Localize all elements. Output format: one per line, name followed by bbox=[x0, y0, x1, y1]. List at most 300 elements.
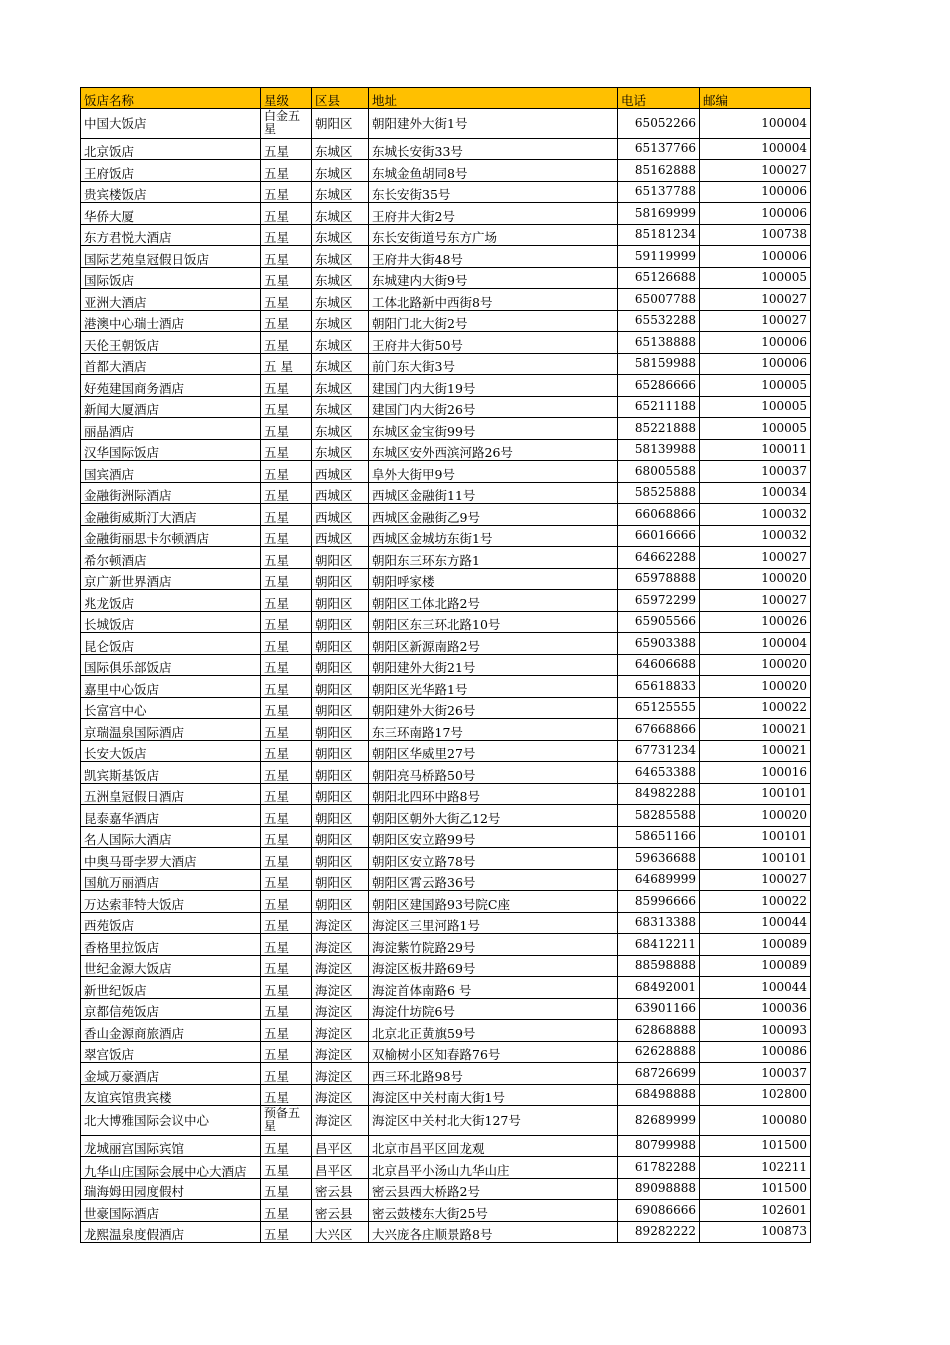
header-cell-address: 地址 bbox=[369, 88, 618, 109]
cell-phone: 82689999 bbox=[618, 1106, 700, 1136]
cell-postcode: 100006 bbox=[700, 332, 811, 354]
cell-name: 北京饭店 bbox=[81, 138, 261, 160]
cell-name: 香格里拉饭店 bbox=[81, 934, 261, 956]
cell-district: 西城区 bbox=[312, 504, 369, 526]
cell-phone: 62628888 bbox=[618, 1041, 700, 1063]
header-row bbox=[81, 88, 811, 109]
cell-star: 五星 bbox=[261, 977, 312, 999]
cell-postcode: 100005 bbox=[700, 267, 811, 289]
cell-phone: 65126688 bbox=[618, 267, 700, 289]
cell-star: 五星 bbox=[261, 203, 312, 225]
cell-address: 东城区金宝街99号 bbox=[369, 418, 618, 440]
cell-address: 朝阳门北大街2号 bbox=[369, 310, 618, 332]
cell-postcode: 100086 bbox=[700, 1041, 811, 1063]
cell-district: 西城区 bbox=[312, 525, 369, 547]
cell-postcode: 100101 bbox=[700, 848, 811, 870]
cell-phone: 85221888 bbox=[618, 418, 700, 440]
cell-phone: 64662288 bbox=[618, 547, 700, 569]
header-cell-postcode: 邮编 bbox=[700, 88, 811, 109]
cell-postcode: 100032 bbox=[700, 504, 811, 526]
cell-district: 朝阳区 bbox=[312, 590, 369, 612]
table-row bbox=[81, 1178, 811, 1200]
cell-district: 朝阳区 bbox=[312, 109, 369, 139]
cell-star: 预备五星 bbox=[261, 1106, 312, 1136]
cell-address: 王府井大街48号 bbox=[369, 246, 618, 268]
cell-district: 朝阳区 bbox=[312, 611, 369, 633]
cell-postcode: 100044 bbox=[700, 912, 811, 934]
cell-name: 金域万豪酒店 bbox=[81, 1063, 261, 1085]
cell-name: 龙熙温泉度假酒店 bbox=[81, 1221, 261, 1243]
cell-name: 友谊宾馆贵宾楼 bbox=[81, 1084, 261, 1106]
cell-star: 五星 bbox=[261, 762, 312, 784]
table-row bbox=[81, 805, 811, 827]
cell-address: 北京市昌平区回龙观 bbox=[369, 1135, 618, 1157]
cell-phone: 65052266 bbox=[618, 109, 700, 139]
cell-address: 朝阳区霄云路36号 bbox=[369, 869, 618, 891]
cell-district: 东城区 bbox=[312, 439, 369, 461]
cell-district: 东城区 bbox=[312, 267, 369, 289]
cell-postcode: 100089 bbox=[700, 955, 811, 977]
cell-district: 朝阳区 bbox=[312, 654, 369, 676]
cell-postcode: 100738 bbox=[700, 224, 811, 246]
table-row bbox=[81, 482, 811, 504]
table-row bbox=[81, 138, 811, 160]
header-cell-district: 区县 bbox=[312, 88, 369, 109]
cell-address: 东三环南路17号 bbox=[369, 719, 618, 741]
cell-postcode: 100022 bbox=[700, 891, 811, 913]
table-row bbox=[81, 826, 811, 848]
table-row bbox=[81, 934, 811, 956]
cell-name: 新闻大厦酒店 bbox=[81, 396, 261, 418]
cell-address: 海淀区中关村北大街127号 bbox=[369, 1106, 618, 1136]
cell-phone: 64689999 bbox=[618, 869, 700, 891]
cell-phone: 63901166 bbox=[618, 998, 700, 1020]
cell-name: 丽晶酒店 bbox=[81, 418, 261, 440]
cell-postcode: 100036 bbox=[700, 998, 811, 1020]
cell-star: 五星 bbox=[261, 1157, 312, 1179]
cell-name: 万达索菲特大饭店 bbox=[81, 891, 261, 913]
cell-name: 九华山庄国际会展中心大酒店 bbox=[81, 1157, 261, 1179]
cell-address: 海淀区板井路69号 bbox=[369, 955, 618, 977]
cell-district: 朝阳区 bbox=[312, 805, 369, 827]
cell-name: 龙城丽宫国际宾馆 bbox=[81, 1135, 261, 1157]
table-row bbox=[81, 1135, 811, 1157]
cell-address: 朝阳亮马桥路50号 bbox=[369, 762, 618, 784]
cell-name: 京瑞温泉国际酒店 bbox=[81, 719, 261, 741]
cell-name: 五洲皇冠假日酒店 bbox=[81, 783, 261, 805]
cell-name: 希尔顿酒店 bbox=[81, 547, 261, 569]
cell-district: 朝阳区 bbox=[312, 869, 369, 891]
cell-district: 海淀区 bbox=[312, 977, 369, 999]
cell-star: 五星 bbox=[261, 224, 312, 246]
cell-name: 凯宾斯基饭店 bbox=[81, 762, 261, 784]
cell-district: 朝阳区 bbox=[312, 740, 369, 762]
cell-phone: 85162888 bbox=[618, 160, 700, 182]
cell-star: 五星 bbox=[261, 848, 312, 870]
cell-district: 昌平区 bbox=[312, 1135, 369, 1157]
cell-phone: 85181234 bbox=[618, 224, 700, 246]
cell-star: 五星 bbox=[261, 310, 312, 332]
cell-postcode: 100026 bbox=[700, 611, 811, 633]
cell-phone: 65972299 bbox=[618, 590, 700, 612]
cell-address: 朝阳区东三环北路10号 bbox=[369, 611, 618, 633]
cell-name: 名人国际大酒店 bbox=[81, 826, 261, 848]
cell-district: 东城区 bbox=[312, 310, 369, 332]
cell-address: 朝阳区安立路78号 bbox=[369, 848, 618, 870]
cell-name: 长城饭店 bbox=[81, 611, 261, 633]
cell-address: 朝阳区光华路1号 bbox=[369, 676, 618, 698]
cell-address: 建国门内大街19号 bbox=[369, 375, 618, 397]
cell-postcode: 100020 bbox=[700, 676, 811, 698]
cell-phone: 85996666 bbox=[618, 891, 700, 913]
cell-address: 朝阳区安立路99号 bbox=[369, 826, 618, 848]
cell-postcode: 100004 bbox=[700, 138, 811, 160]
cell-district: 朝阳区 bbox=[312, 826, 369, 848]
cell-name: 北大博雅国际会议中心 bbox=[81, 1106, 261, 1136]
cell-postcode: 100044 bbox=[700, 977, 811, 999]
cell-star: 五星 bbox=[261, 1020, 312, 1042]
cell-postcode: 100006 bbox=[700, 203, 811, 225]
cell-star: 五星 bbox=[261, 955, 312, 977]
cell-address: 朝阳东三环东方路1 bbox=[369, 547, 618, 569]
cell-district: 东城区 bbox=[312, 203, 369, 225]
cell-address: 大兴庞各庄顺景路8号 bbox=[369, 1221, 618, 1243]
cell-district: 海淀区 bbox=[312, 912, 369, 934]
cell-name: 长富宫中心 bbox=[81, 697, 261, 719]
table-row bbox=[81, 418, 811, 440]
cell-name: 世豪国际酒店 bbox=[81, 1200, 261, 1222]
cell-phone: 58651166 bbox=[618, 826, 700, 848]
table-row bbox=[81, 1221, 811, 1243]
cell-address: 北京昌平小汤山九华山庄 bbox=[369, 1157, 618, 1179]
cell-address: 东长安街35号 bbox=[369, 181, 618, 203]
table-row bbox=[81, 1084, 811, 1106]
cell-address: 朝阳建外大街21号 bbox=[369, 654, 618, 676]
cell-address: 密云鼓楼东大街25号 bbox=[369, 1200, 618, 1222]
cell-postcode: 100006 bbox=[700, 353, 811, 375]
table-row bbox=[81, 955, 811, 977]
table-row bbox=[81, 439, 811, 461]
cell-postcode: 100004 bbox=[700, 109, 811, 139]
table-row bbox=[81, 762, 811, 784]
cell-address: 王府井大街2号 bbox=[369, 203, 618, 225]
cell-name: 港澳中心瑞士酒店 bbox=[81, 310, 261, 332]
cell-phone: 58169999 bbox=[618, 203, 700, 225]
cell-phone: 65007788 bbox=[618, 289, 700, 311]
cell-name: 国际饭店 bbox=[81, 267, 261, 289]
cell-name: 中国大饭店 bbox=[81, 109, 261, 139]
cell-star: 五星 bbox=[261, 1084, 312, 1106]
cell-address: 工体北路新中西街8号 bbox=[369, 289, 618, 311]
table-row bbox=[81, 547, 811, 569]
cell-district: 东城区 bbox=[312, 224, 369, 246]
cell-star: 五 星 bbox=[261, 353, 312, 375]
table-row bbox=[81, 590, 811, 612]
cell-phone: 88598888 bbox=[618, 955, 700, 977]
cell-phone: 67731234 bbox=[618, 740, 700, 762]
cell-postcode: 100101 bbox=[700, 783, 811, 805]
cell-phone: 58525888 bbox=[618, 482, 700, 504]
table-row bbox=[81, 611, 811, 633]
table-row bbox=[81, 224, 811, 246]
cell-name: 首都大酒店 bbox=[81, 353, 261, 375]
table-row bbox=[81, 267, 811, 289]
cell-phone: 66068866 bbox=[618, 504, 700, 526]
table-row bbox=[81, 869, 811, 891]
cell-name: 中奥马哥孛罗大酒店 bbox=[81, 848, 261, 870]
table-row bbox=[81, 160, 811, 182]
cell-name: 新世纪饭店 bbox=[81, 977, 261, 999]
cell-postcode: 100037 bbox=[700, 461, 811, 483]
cell-star: 五星 bbox=[261, 869, 312, 891]
cell-star: 五星 bbox=[261, 740, 312, 762]
cell-district: 大兴区 bbox=[312, 1221, 369, 1243]
table-row bbox=[81, 891, 811, 913]
cell-address: 海淀区三里河路1号 bbox=[369, 912, 618, 934]
cell-postcode: 100022 bbox=[700, 697, 811, 719]
cell-name: 京都信苑饭店 bbox=[81, 998, 261, 1020]
cell-phone: 58285588 bbox=[618, 805, 700, 827]
cell-district: 东城区 bbox=[312, 289, 369, 311]
cell-star: 五星 bbox=[261, 181, 312, 203]
cell-star: 五星 bbox=[261, 783, 312, 805]
cell-star: 五星 bbox=[261, 461, 312, 483]
cell-postcode: 100080 bbox=[700, 1106, 811, 1136]
table-row bbox=[81, 1063, 811, 1085]
table-row bbox=[81, 1020, 811, 1042]
cell-address: 朝阳建外大街1号 bbox=[369, 109, 618, 139]
cell-name: 世纪金源大饭店 bbox=[81, 955, 261, 977]
cell-postcode: 100020 bbox=[700, 568, 811, 590]
cell-postcode: 100016 bbox=[700, 762, 811, 784]
cell-address: 海淀区中关村南大街1号 bbox=[369, 1084, 618, 1106]
cell-phone: 69086666 bbox=[618, 1200, 700, 1222]
cell-address: 东长安街道号东方广场 bbox=[369, 224, 618, 246]
cell-phone: 68412211 bbox=[618, 934, 700, 956]
cell-name: 东方君悦大酒店 bbox=[81, 224, 261, 246]
cell-postcode: 100093 bbox=[700, 1020, 811, 1042]
cell-postcode: 100004 bbox=[700, 633, 811, 655]
cell-phone: 65905566 bbox=[618, 611, 700, 633]
cell-district: 朝阳区 bbox=[312, 848, 369, 870]
cell-address: 阜外大街甲9号 bbox=[369, 461, 618, 483]
table-row bbox=[81, 633, 811, 655]
header-cell-name: 饭店名称 bbox=[81, 88, 261, 109]
cell-name: 京广新世界酒店 bbox=[81, 568, 261, 590]
cell-address: 王府井大街50号 bbox=[369, 332, 618, 354]
cell-phone: 68726699 bbox=[618, 1063, 700, 1085]
cell-star: 五星 bbox=[261, 246, 312, 268]
cell-district: 海淀区 bbox=[312, 934, 369, 956]
cell-district: 密云县 bbox=[312, 1178, 369, 1200]
cell-postcode: 100027 bbox=[700, 869, 811, 891]
cell-phone: 65211188 bbox=[618, 396, 700, 418]
cell-postcode: 100020 bbox=[700, 654, 811, 676]
cell-star: 五星 bbox=[261, 375, 312, 397]
cell-address: 朝阳建外大街26号 bbox=[369, 697, 618, 719]
cell-name: 昆泰嘉华酒店 bbox=[81, 805, 261, 827]
table-row bbox=[81, 1200, 811, 1222]
cell-name: 好苑建国商务酒店 bbox=[81, 375, 261, 397]
cell-star: 五星 bbox=[261, 547, 312, 569]
cell-phone: 65137766 bbox=[618, 138, 700, 160]
cell-phone: 64653388 bbox=[618, 762, 700, 784]
table-row bbox=[81, 504, 811, 526]
cell-star: 五星 bbox=[261, 1178, 312, 1200]
cell-name: 国宾酒店 bbox=[81, 461, 261, 483]
cell-phone: 64606688 bbox=[618, 654, 700, 676]
table-row bbox=[81, 676, 811, 698]
cell-phone: 65286666 bbox=[618, 375, 700, 397]
cell-district: 朝阳区 bbox=[312, 891, 369, 913]
cell-postcode: 100101 bbox=[700, 826, 811, 848]
cell-district: 海淀区 bbox=[312, 1041, 369, 1063]
cell-star: 五星 bbox=[261, 1221, 312, 1243]
hotel-table bbox=[80, 87, 811, 1243]
cell-phone: 58159988 bbox=[618, 353, 700, 375]
cell-district: 东城区 bbox=[312, 246, 369, 268]
cell-star: 五星 bbox=[261, 1200, 312, 1222]
cell-star: 五星 bbox=[261, 1063, 312, 1085]
cell-phone: 59636688 bbox=[618, 848, 700, 870]
cell-star: 五星 bbox=[261, 525, 312, 547]
cell-postcode: 100005 bbox=[700, 418, 811, 440]
cell-district: 朝阳区 bbox=[312, 568, 369, 590]
cell-phone: 62868888 bbox=[618, 1020, 700, 1042]
cell-name: 香山金源商旅酒店 bbox=[81, 1020, 261, 1042]
cell-star: 五星 bbox=[261, 160, 312, 182]
cell-address: 海淀紫竹院路29号 bbox=[369, 934, 618, 956]
cell-postcode: 100006 bbox=[700, 181, 811, 203]
cell-district: 朝阳区 bbox=[312, 547, 369, 569]
table-row bbox=[81, 697, 811, 719]
cell-address: 朝阳呼家楼 bbox=[369, 568, 618, 590]
cell-phone: 65903388 bbox=[618, 633, 700, 655]
cell-name: 国际艺苑皇冠假日饭店 bbox=[81, 246, 261, 268]
cell-name: 国际俱乐部饭店 bbox=[81, 654, 261, 676]
cell-district: 东城区 bbox=[312, 396, 369, 418]
cell-name: 华侨大厦 bbox=[81, 203, 261, 225]
cell-name: 天伦王朝饭店 bbox=[81, 332, 261, 354]
cell-name: 嘉里中心饭店 bbox=[81, 676, 261, 698]
cell-postcode: 100032 bbox=[700, 525, 811, 547]
table-row bbox=[81, 461, 811, 483]
table-row bbox=[81, 912, 811, 934]
cell-phone: 61782288 bbox=[618, 1157, 700, 1179]
cell-star: 五星 bbox=[261, 805, 312, 827]
cell-postcode: 102211 bbox=[700, 1157, 811, 1179]
table-row bbox=[81, 740, 811, 762]
cell-address: 朝阳区工体北路2号 bbox=[369, 590, 618, 612]
cell-district: 朝阳区 bbox=[312, 633, 369, 655]
table-row bbox=[81, 848, 811, 870]
cell-phone: 65125555 bbox=[618, 697, 700, 719]
cell-name: 昆仑饭店 bbox=[81, 633, 261, 655]
table-row bbox=[81, 568, 811, 590]
cell-address: 前门东大街3号 bbox=[369, 353, 618, 375]
cell-postcode: 102601 bbox=[700, 1200, 811, 1222]
cell-star: 五星 bbox=[261, 332, 312, 354]
cell-postcode: 102800 bbox=[700, 1084, 811, 1106]
cell-name: 亚洲大酒店 bbox=[81, 289, 261, 311]
cell-postcode: 101500 bbox=[700, 1178, 811, 1200]
table-row bbox=[81, 332, 811, 354]
cell-postcode: 100037 bbox=[700, 1063, 811, 1085]
cell-address: 北京北正黄旗59号 bbox=[369, 1020, 618, 1042]
cell-postcode: 100027 bbox=[700, 547, 811, 569]
cell-address: 双榆树小区知春路76号 bbox=[369, 1041, 618, 1063]
cell-address: 西三环北路98号 bbox=[369, 1063, 618, 1085]
cell-name: 王府饭店 bbox=[81, 160, 261, 182]
cell-phone: 65978888 bbox=[618, 568, 700, 590]
cell-star: 五星 bbox=[261, 138, 312, 160]
cell-phone: 65137788 bbox=[618, 181, 700, 203]
table-row bbox=[81, 203, 811, 225]
table-row bbox=[81, 654, 811, 676]
cell-phone: 59119999 bbox=[618, 246, 700, 268]
table-row bbox=[81, 1157, 811, 1179]
table-row bbox=[81, 998, 811, 1020]
cell-phone: 65532288 bbox=[618, 310, 700, 332]
cell-star: 五星 bbox=[261, 912, 312, 934]
cell-phone: 66016666 bbox=[618, 525, 700, 547]
cell-star: 五星 bbox=[261, 418, 312, 440]
cell-address: 西城区金融街乙9号 bbox=[369, 504, 618, 526]
table-row bbox=[81, 375, 811, 397]
table-row bbox=[81, 783, 811, 805]
cell-star: 五星 bbox=[261, 482, 312, 504]
cell-postcode: 100021 bbox=[700, 719, 811, 741]
cell-phone: 68313388 bbox=[618, 912, 700, 934]
cell-postcode: 100011 bbox=[700, 439, 811, 461]
table-row bbox=[81, 977, 811, 999]
cell-phone: 89098888 bbox=[618, 1178, 700, 1200]
table-row bbox=[81, 525, 811, 547]
cell-name: 国航万丽酒店 bbox=[81, 869, 261, 891]
cell-name: 汉华国际饭店 bbox=[81, 439, 261, 461]
cell-address: 朝阳区建国路93号院C座 bbox=[369, 891, 618, 913]
cell-name: 贵宾楼饭店 bbox=[81, 181, 261, 203]
cell-postcode: 100005 bbox=[700, 375, 811, 397]
cell-district: 海淀区 bbox=[312, 1020, 369, 1042]
cell-star: 五星 bbox=[261, 676, 312, 698]
cell-district: 海淀区 bbox=[312, 955, 369, 977]
cell-address: 东城建内大街9号 bbox=[369, 267, 618, 289]
cell-name: 瑞海姆田园度假村 bbox=[81, 1178, 261, 1200]
cell-star: 白金五星 bbox=[261, 109, 312, 139]
hotel-table-body bbox=[81, 88, 811, 1243]
cell-district: 东城区 bbox=[312, 353, 369, 375]
cell-star: 五星 bbox=[261, 267, 312, 289]
cell-address: 朝阳区新源南路2号 bbox=[369, 633, 618, 655]
table-row bbox=[81, 310, 811, 332]
cell-postcode: 100027 bbox=[700, 590, 811, 612]
cell-address: 海淀首体南路6 号 bbox=[369, 977, 618, 999]
cell-district: 朝阳区 bbox=[312, 762, 369, 784]
cell-star: 五星 bbox=[261, 826, 312, 848]
cell-district: 密云县 bbox=[312, 1200, 369, 1222]
cell-phone: 68492001 bbox=[618, 977, 700, 999]
cell-address: 西城区金融街11号 bbox=[369, 482, 618, 504]
cell-district: 东城区 bbox=[312, 181, 369, 203]
header-cell-phone: 电话 bbox=[618, 88, 700, 109]
table-row bbox=[81, 396, 811, 418]
table-row bbox=[81, 181, 811, 203]
table-row bbox=[81, 353, 811, 375]
cell-district: 朝阳区 bbox=[312, 783, 369, 805]
cell-star: 五星 bbox=[261, 439, 312, 461]
cell-district: 东城区 bbox=[312, 375, 369, 397]
